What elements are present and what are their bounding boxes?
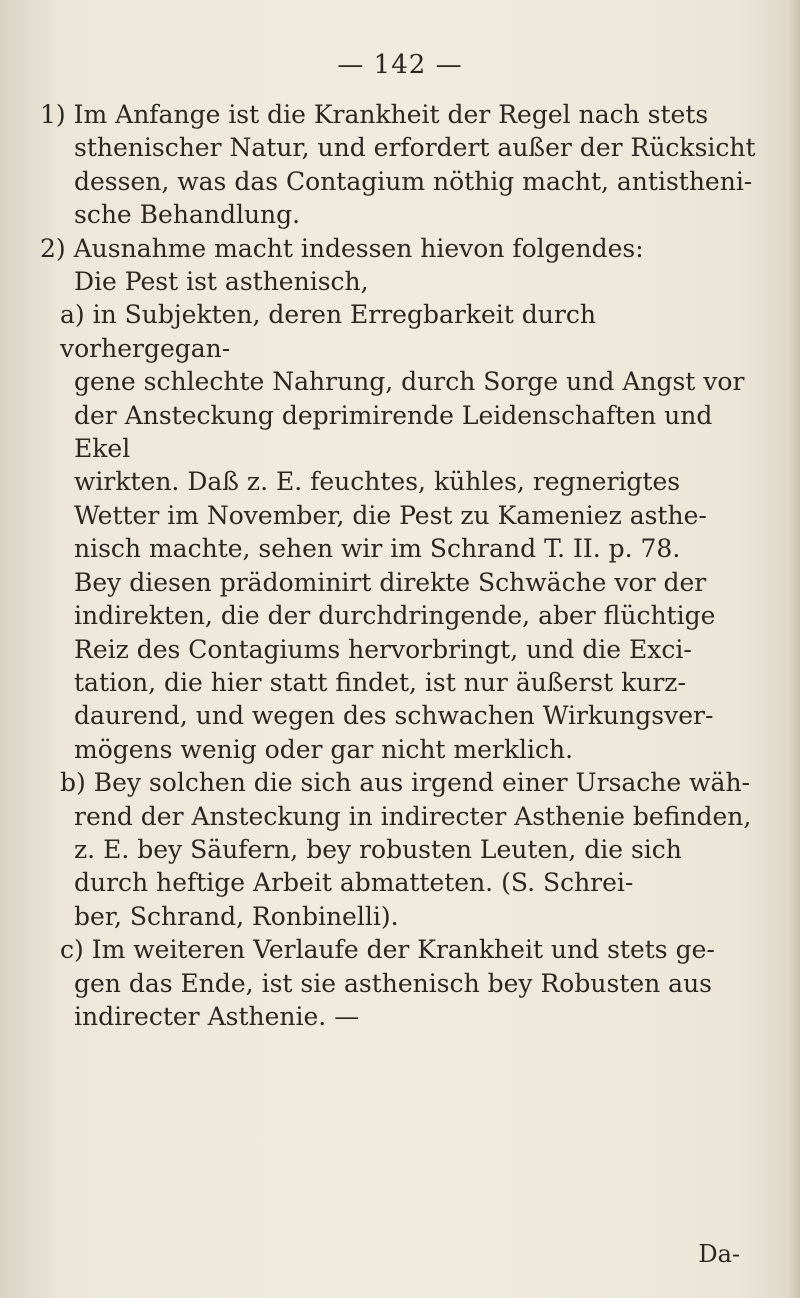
text-line: nisch machte, sehen wir im Schrand T. II. p. 78. (74, 534, 681, 564)
text-line: indirecter Asthenie. — (74, 1001, 360, 1031)
page-text (40, 98, 760, 1033)
text-line: Bey diesen prädominirt direkte Schwäche vor der (74, 567, 707, 597)
text-line: dessen, was das Contagium nöthig macht, antistheni- (74, 166, 753, 196)
page-number: — 142 — (337, 50, 463, 80)
text-line: gen das Ende, ist sie asthenisch bey Robusten aus (74, 968, 713, 998)
text-line: Die Pest ist asthenisch, (74, 267, 369, 297)
text-line: 2) Ausnahme macht indessen hievon folgendes: (40, 233, 644, 263)
text-line: daurend, und wegen des schwachen Wirkungsver- (74, 701, 714, 731)
text-line: Wetter im November, die Pest zu Kameniez asthe- (74, 500, 707, 530)
text-line: c) Im weiteren Verlaufe der Krankheit und stets ge- (60, 935, 715, 965)
text-line: 1) Im Anfange ist die Krankheit der Regel nach stets (40, 100, 709, 129)
paragraph-2 (40, 232, 760, 299)
text-line: der Ansteckung deprimirende Leidenschaften und Ekel (74, 400, 713, 464)
text-line: rend der Ansteckung in indirecter Asthenie befinden, (74, 801, 752, 831)
text-line: b) Bey solchen die sich aus irgend einer Ursache wäh- (60, 768, 751, 798)
catchword: Da- (698, 1240, 740, 1268)
paragraph-b (40, 766, 760, 933)
text-line: sthenischer Natur, und erfordert außer der Rücksicht (74, 133, 756, 163)
page-edge (786, 0, 800, 1298)
text-line: mögens wenig oder gar nicht merklich. (74, 734, 574, 764)
text-line: gene schlechte Nahrung, durch Sorge und Angst vor (74, 367, 745, 397)
text-line: durch heftige Arbeit abmatteten. (S. Schrei- (74, 868, 634, 898)
text-line: wirkten. Daß z. E. feuchtes, kühles, regnerigtes (74, 467, 681, 497)
text-line: a) in Subjekten, deren Erregbarkeit durch vorhergegan- (60, 300, 596, 363)
paragraph-c (40, 933, 760, 1033)
text-line: z. E. bey Säufern, bey robusten Leuten, die sich (74, 834, 682, 864)
paragraph-1 (40, 98, 760, 232)
text-line: ber, Schrand, Ronbinelli). (74, 901, 399, 931)
paragraph-a (40, 298, 760, 766)
text-line: sche Behandlung. (74, 200, 301, 230)
text-line: indirekten, die der durchdringende, aber flüchtige (74, 601, 716, 631)
text-line: Reiz des Contagiums hervorbringt, und die Exci- (74, 634, 692, 664)
text-line: tation, die hier statt findet, ist nur äußerst kurz- (74, 667, 686, 697)
